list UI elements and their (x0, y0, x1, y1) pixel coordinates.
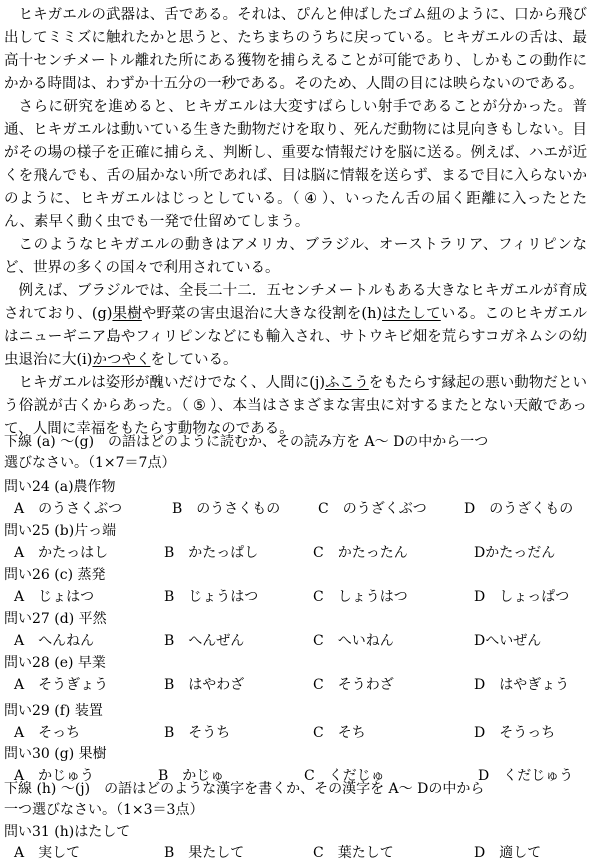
paragraph-2 (4, 96, 587, 234)
question-24-option-d[interactable]: D のうざくもの (464, 501, 574, 517)
question-31-label: 問い31 (h)はたして (4, 824, 131, 840)
section-2-instructions (4, 779, 587, 821)
question-26-option-b[interactable]: B じょうはつ (164, 589, 259, 605)
section-2-line-2: 一つ選びなさい。（1×3＝3点） (4, 802, 204, 818)
question-28-option-c[interactable]: C そうわざ (313, 677, 394, 693)
question-26-option-c[interactable]: C しょうはつ (313, 589, 408, 605)
question-25-option-c[interactable]: C かたったん (313, 545, 408, 561)
paragraph-1-text: ヒキガエルの武器は、舌である。それは、ぴんと伸ばしたゴム紐のように、口から飛び出してミミズに触れたかと思うと、たちまちのうちに戻っている。ヒキガエルの舌は、最高十センチメートル離れた所にある獲物を捕らえることが可能であり、しかもこの動作にかかる時間は、わずか十五分の一秒である。そのため、人間の目には映らないのである。 (4, 7, 587, 92)
section-1-line-2: 選びなさい。（1×7＝7点） (4, 455, 176, 471)
question-29-option-c[interactable]: C そち (313, 725, 366, 741)
question-31-option-d[interactable]: D 適して (474, 845, 542, 861)
question-24-label: 問い24 (a)農作物 (4, 479, 116, 495)
question-24-option-b[interactable]: B のうさくもの (172, 501, 281, 517)
question-28-option-d[interactable]: D はやぎょう (474, 677, 570, 693)
question-25-option-a[interactable]: A かたっはし (14, 545, 109, 561)
question-26-option-a[interactable]: A じょはつ (14, 589, 95, 605)
underlined-word-h: はたして (382, 306, 441, 322)
question-27-option-a[interactable]: A へんねん (14, 633, 95, 649)
question-27-option-b[interactable]: B へんぜん (164, 633, 245, 649)
reading-passage (4, 4, 587, 441)
paragraph-3 (4, 234, 587, 280)
question-30-option-a[interactable]: A かじゅう (14, 768, 95, 784)
question-30-option-d[interactable]: D くだじゅう (478, 768, 574, 784)
question-28-option-b[interactable]: B はやわざ (164, 677, 245, 693)
paragraph-4-text-b: や野菜の害虫退治に大きな役割を(h) (141, 306, 383, 322)
paragraph-2-text-b: ）、いったん舌の届く距離に入ったとたん、素早く動く虫でも一発で仕留めてしまう。 (4, 191, 588, 230)
section-1-instructions (4, 432, 587, 474)
underlined-word-g: 果樹 (112, 306, 142, 322)
question-31-option-b[interactable]: B 果たして (164, 845, 245, 861)
question-30-option-c[interactable]: C くだじゅ (304, 768, 385, 784)
question-26-option-d[interactable]: D しょっぱつ (474, 589, 570, 605)
question-31-option-c[interactable]: C 葉たして (313, 845, 394, 861)
question-29-option-d[interactable]: D そうっち (474, 725, 556, 741)
question-31-option-a[interactable]: A 実して (14, 845, 81, 861)
question-24-option-c[interactable]: C のうざくぶつ (318, 501, 427, 517)
question-26-label: 問い26 (c) 蒸発 (4, 567, 106, 583)
paragraph-4-text-a: 例えば、ブラジルでは、全長二十二．五センチメートルもある大きなヒキガエルが育成されており、(g) (4, 283, 587, 322)
question-25-label: 問い25 (b)片っ端 (4, 523, 117, 539)
question-24-option-a[interactable]: A のうさくぶつ (14, 501, 123, 517)
paragraph-5-text-a: ヒキガエルは姿形が醜いだけでなく、人間に(j) (18, 375, 326, 391)
question-29-label: 問い29 (f) 装置 (4, 703, 103, 719)
question-29-option-b[interactable]: B そうち (164, 725, 231, 741)
question-25-option-d[interactable]: Dかたっだん (474, 545, 556, 561)
question-27-option-c[interactable]: C へいねん (313, 633, 394, 649)
paragraph-4-text-c: いる。このヒキガエルはニューギニア島やフィリピンなどにも輸入され、サトウキビ畑を荒らすコガネムシの幼虫退治に大(i) (4, 306, 588, 368)
section-2-line-1: 下線 (h) ～(j) の語はどのような漢字を書くか、その漢字を A～ Dの中から (4, 781, 485, 797)
question-27-label: 問い27 (d) 平然 (4, 611, 107, 627)
paragraph-1 (4, 4, 587, 96)
question-30-option-b[interactable]: B かじゅ (158, 768, 225, 784)
underlined-word-i: かつやく (92, 352, 151, 368)
blank-4: ④ (304, 191, 318, 207)
question-25-option-b[interactable]: B かたっぱし (164, 545, 259, 561)
paragraph-4 (4, 280, 587, 372)
paragraph-2-text-a: さらに研究を進めると、ヒキガエルは大変すばらしい射手であることが分かった。普通、ヒキガエルは動いている生きた動物だけを取り、死んだ動物には見向きもしない。目がその場の様子を正確に捕らえ、判断し、重要な情報だけを脳に送る。例えば、ハエが近くを飛んでも、舌の届かない所であれば、目は脳に情報を送らず、まるで目に入らないかのように、ヒキガエルはじっとしている。（ (4, 99, 587, 207)
question-28-label: 問い28 (e) 早業 (4, 655, 106, 671)
paragraph-5 (4, 372, 587, 441)
paragraph-4-text-d: をしている。 (150, 352, 238, 368)
question-28-option-a[interactable]: A そうぎょう (14, 677, 109, 693)
underlined-word-j: ふこう (325, 375, 369, 391)
question-30-label: 問い30 (g) 果樹 (4, 746, 107, 762)
section-1-line-1: 下線 (a) ～(g) の語はどのように読むか、その読み方を A～ Dの中から一つ (4, 434, 489, 450)
question-27-option-d[interactable]: Dへいぜん (474, 633, 542, 649)
paragraph-5-text-b: をもたらす縁起の悪い動物だという俗説が古くからあった。（ (4, 375, 588, 414)
question-29-option-a[interactable]: A そっち (14, 725, 81, 741)
paragraph-5-text-c: ）、本当はさまざまな害虫に対するまたとない天敵であって、人間に幸福をもたらす動物なのである。 (4, 398, 588, 437)
blank-5: ⑤ (192, 398, 207, 414)
paragraph-3-text: このようなヒキガエルの動きはアメリカ、ブラジル、オーストラリア、フィリピンなど、世界の多くの国々で利用されている。 (4, 237, 587, 276)
